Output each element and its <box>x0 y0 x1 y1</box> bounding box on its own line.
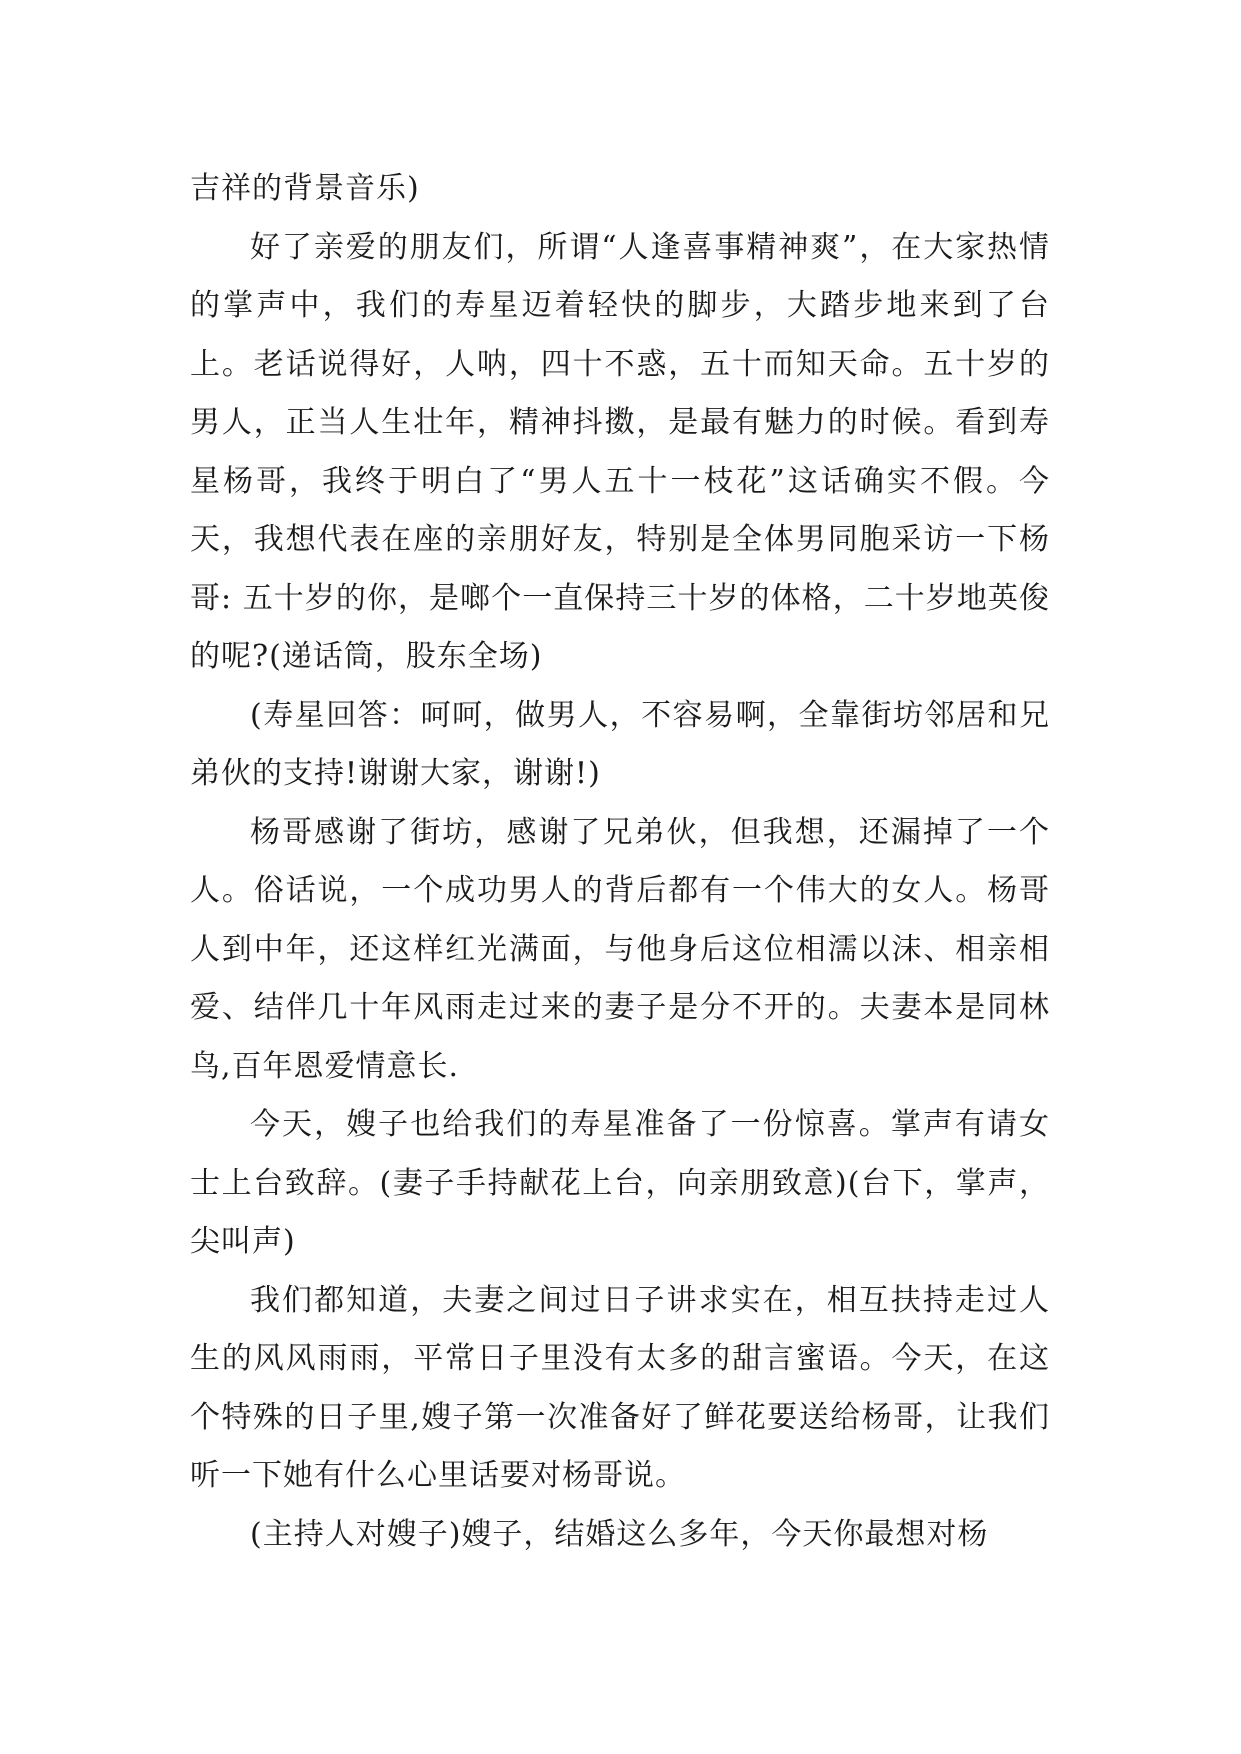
paragraph-5: 今天，嫂子也给我们的寿星准备了一份惊喜。掌声有请女士上台致辞。(妻子手持献花上台，向亲朋致意)(台下，掌声，尖叫声) <box>190 1107 1050 1259</box>
paragraph-4: 杨哥感谢了街坊，感谢了兄弟伙，但我想，还漏掉了一个人。俗话说，一个成功男人的背后都有一个伟大的女人。杨哥人到中年，还这样红光满面，与他身后这位相濡以沫、相亲相爱、结伴几十年风雨走过来的妻子是分不开的。夫妻本是同林鸟,百年恩爱情意长. <box>190 814 1050 1084</box>
paragraph-1: 吉祥的背景音乐) <box>190 171 420 206</box>
paragraph-2: 好了亲爱的朋友们，所谓“人逢喜事精神爽”，在大家热情的掌声中，我们的寿星迈着轻快的脚步，大踏步地来到了台上。老话说得好，人呐，四十不惑，五十而知天命。五十岁的男人，正当人生壮年，精神抖擞，是最有魅力的时候。看到寿星杨哥，我终于明白了“男人五十一枝花”这话确实不假。今天，我想代表在座的亲朋好友，特别是全体男同胞采访一下杨哥: 五十岁的你，是啷个一直保持三十岁的体格，二十岁地英俊的呢?(递话筒，股东全场) <box>190 229 1050 674</box>
document-body <box>190 160 1050 1564</box>
paragraph-6: 我们都知道，夫妻之间过日子讲求实在，相互扶持走过人生的风风雨雨，平常日子里没有太多的甜言蜜语。今天，在这个特殊的日子里,嫂子第一次准备好了鲜花要送给杨哥，让我们听一下她有什么心里话要对杨哥说。 <box>190 1282 1050 1493</box>
paragraph-7: (主持人对嫂子)嫂子，结婚这么多年，今天你最想对杨 <box>250 1516 989 1552</box>
paragraph-3: (寿星回答：呵呵，做男人，不容易啊，全靠街坊邻居和兄弟伙的支持!谢谢大家，谢谢!) <box>190 697 1050 791</box>
